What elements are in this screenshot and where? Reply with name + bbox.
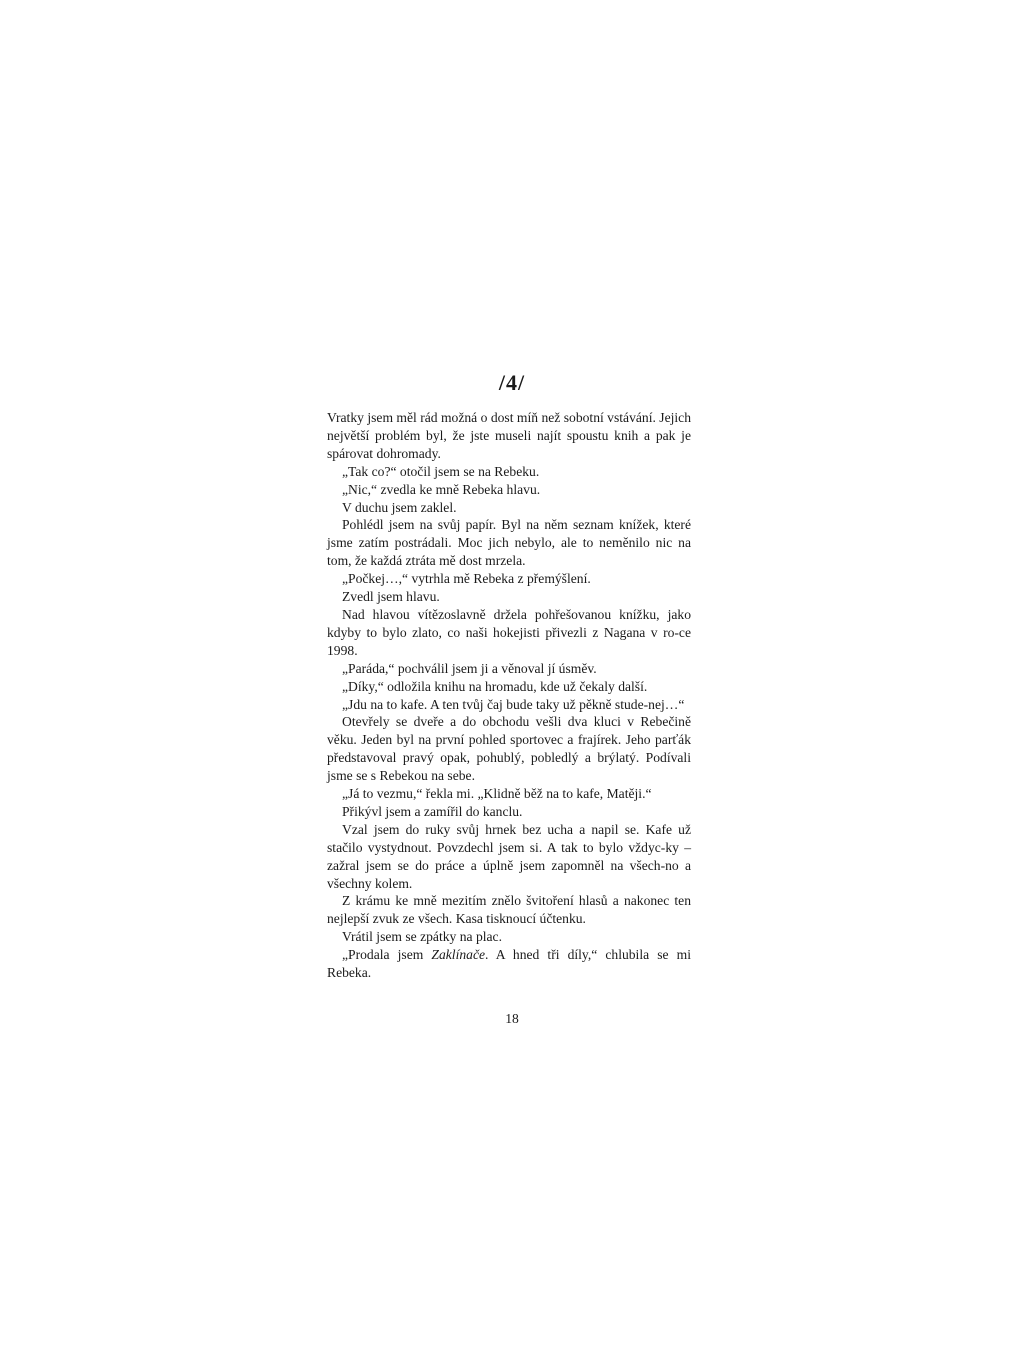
paragraph: „Paráda,“ pochválil jsem ji a věnoval jí úsměv. xyxy=(342,660,597,676)
paragraph: „Počkej…,“ vytrhla mě Rebeka z přemýšlení. xyxy=(342,571,591,587)
paragraph-last xyxy=(327,946,691,982)
paragraph: „Já to vezmu,“ řekla mi. „Klidně běž na to kafe, Matěji.“ xyxy=(342,786,652,802)
paragraph: V duchu jsem zaklel. xyxy=(342,499,457,515)
chapter-heading: /4/ xyxy=(498,370,526,395)
paragraph: „Jdu na to kafe. A ten tvůj čaj bude taky už pěkně stude-nej…“ xyxy=(342,696,685,712)
paragraph: Zvedl jsem hlavu. xyxy=(342,589,440,605)
paragraph: Přikývl jsem a zamířil do kanclu. xyxy=(342,803,523,819)
paragraph: Vrátil jsem se zpátky na plac. xyxy=(342,929,502,945)
paragraph: Pohlédl jsem na svůj papír. Byl na něm seznam knížek, které jsme zatím postrádali. Moc jich nebylo, ale to neměnilo nic na tom, že každá ztráta mě dost mrzela. xyxy=(327,517,691,569)
paragraph: Nad hlavou vítězoslavně držela pohřešovanou knížku, jako kdyby to bylo zlato, co naši hokejisti přivezli z Nagana v ro-ce 1998. xyxy=(327,606,691,658)
paragraph: Otevřely se dveře a do obchodu vešli dva kluci v Rebečině věku. Jeden byl na první pohled sportovec a frajírek. Jeho parťák představoval pravý opak, pohublý, pobledlý a brýlatý. Podívali jsme se s Rebekou na sebe. xyxy=(327,714,691,784)
paragraph: Vzal jsem do ruky svůj hrnek bez ucha a napil se. Kafe už stačilo vystydnout. Povzdechl jsem si. A tak to bylo vždyc-ky – zažral jsem se do práce a úplně jsem zapomněl na všech-no a všechny kolem. xyxy=(327,821,691,891)
page-number: 18 xyxy=(505,1011,519,1026)
paragraph: „Nic,“ zvedla ke mně Rebeka hlavu. xyxy=(342,481,541,497)
body-text xyxy=(327,409,691,982)
paragraph: „Díky,“ odložila knihu na hromadu, kde už čekaly další. xyxy=(342,678,648,694)
book-title-italic: Zaklínače xyxy=(431,947,486,963)
paragraph-text-before: „Prodala jsem xyxy=(342,947,432,963)
paragraph: Vratky jsem měl rád možná o dost míň než sobotní vstávání. Jejich největší problém byl, že jste museli najít spoustu knih a pak je spárovat dohromady. xyxy=(327,410,691,461)
paragraph: „Tak co?“ otočil jsem se na Rebeku. xyxy=(342,463,540,479)
paragraph-text-after: . A hned tři díly,“ chlubila se mi Rebeka. xyxy=(327,947,691,981)
paragraph: Z krámu ke mně mezitím znělo švitoření hlasů a nakonec ten nejlepší zvuk ze všech. Kasa tisknoucí účtenku. xyxy=(327,893,691,927)
